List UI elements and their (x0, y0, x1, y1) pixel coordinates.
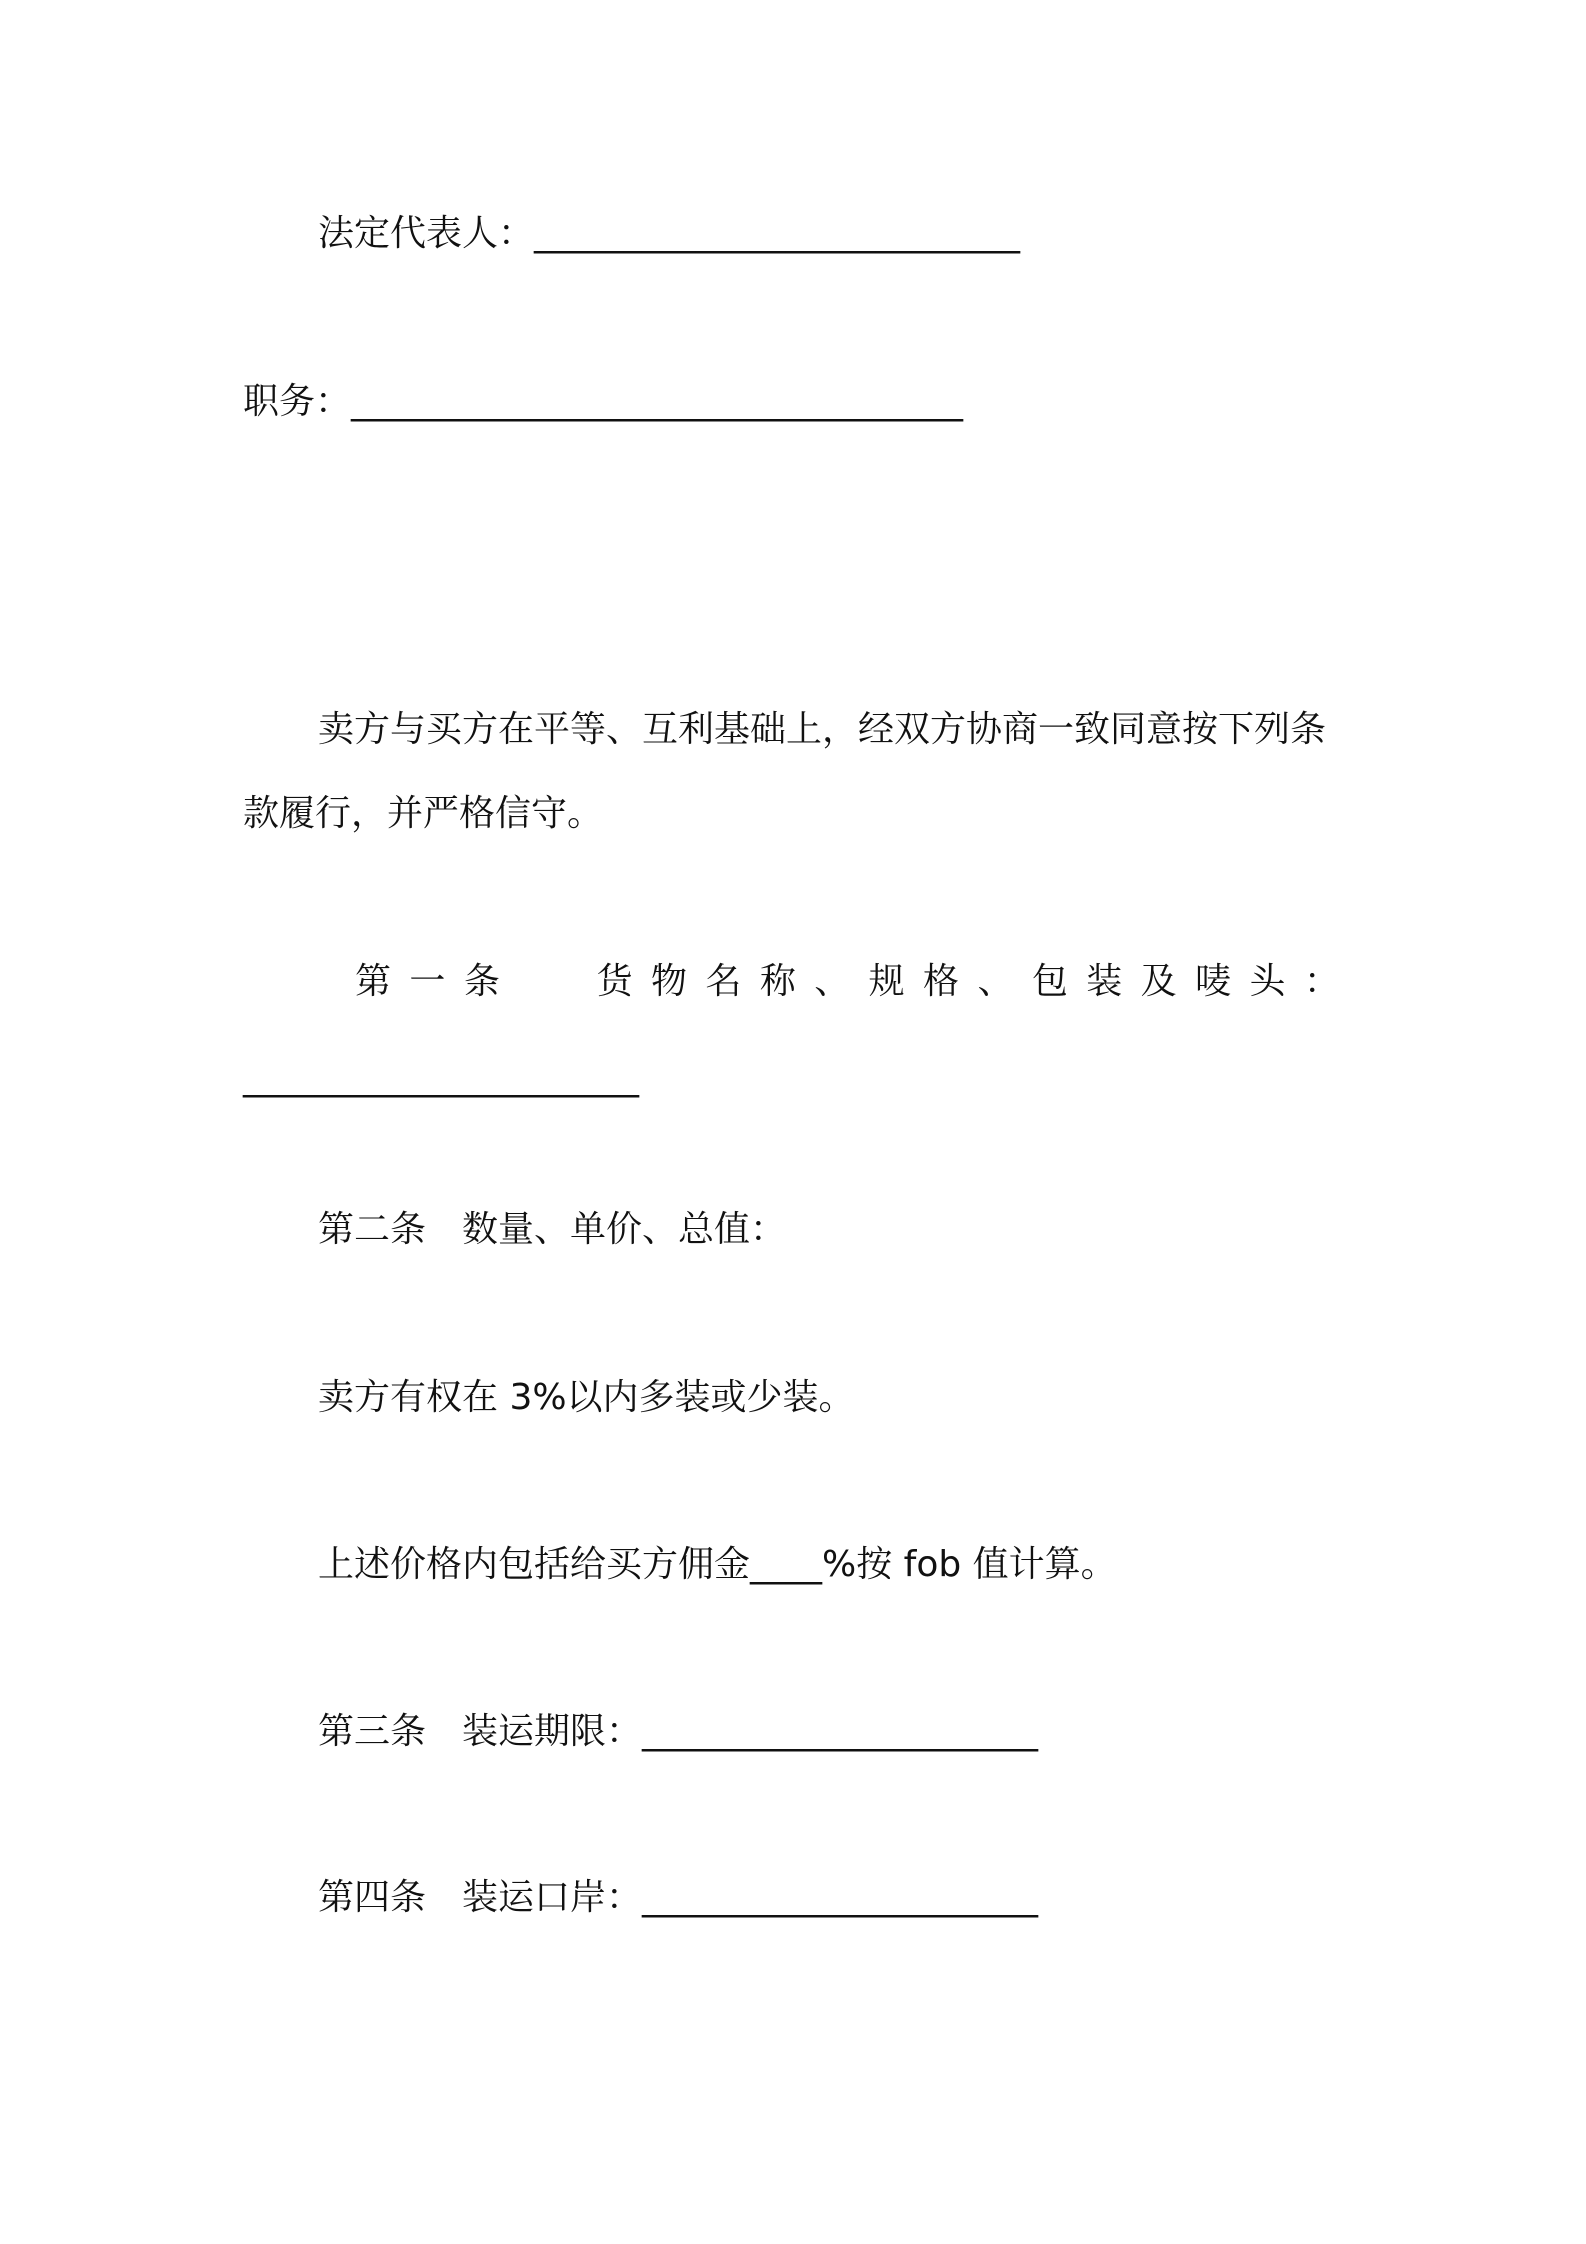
article-one-heading (355, 958, 1340, 1006)
article-four-line: 第四条 装运口岸：______________________ (318, 1877, 1039, 1918)
intro-paragraph-line-2: 款履行，并严格信守。 (243, 793, 604, 834)
article-one-char: 第 (355, 961, 392, 1002)
quantity-tolerance-line: 卖方有权在 3%以内多装或少装。 (318, 1377, 855, 1418)
position-line: 职务：__________________________________ (243, 381, 964, 422)
article-one-char: 唛 (1195, 961, 1232, 1002)
article-one-char: 装 (1086, 961, 1123, 1002)
article-one-gap (518, 958, 578, 1006)
article-one-blank: ______________________ (243, 1057, 639, 1098)
article-one-char: 格 (923, 961, 960, 1002)
article-one-char: 称 (759, 961, 796, 1002)
article-one-char: 货 (596, 961, 633, 1002)
article-one-char: 规 (868, 961, 905, 1002)
article-one-char: 及 (1140, 961, 1177, 1002)
article-one-char: 物 (651, 961, 688, 1002)
article-three-line: 第三条 装运期限：______________________ (318, 1711, 1039, 1752)
article-one-char: 条 (463, 961, 500, 1002)
article-one-char: 包 (1031, 961, 1068, 1002)
intro-paragraph-line-1: 卖方与买方在平等、互利基础上，经双方协商一致同意按下列条 (318, 709, 1327, 750)
article-one-char: ： (1303, 961, 1340, 1002)
article-one-char: 、 (814, 961, 851, 1002)
commission-line: 上述价格内包括给买方佣金____%按 fob 值计算。 (318, 1544, 1117, 1585)
article-one-char: 、 (977, 961, 1014, 1002)
article-two-heading: 第二条 数量、单价、总值： (318, 1209, 787, 1250)
article-one-char: 头 (1249, 961, 1286, 1002)
legal-representative-line: 法定代表人：___________________________ (318, 213, 1021, 254)
article-one-char: 名 (705, 961, 742, 1002)
article-one-char: 一 (409, 961, 446, 1002)
